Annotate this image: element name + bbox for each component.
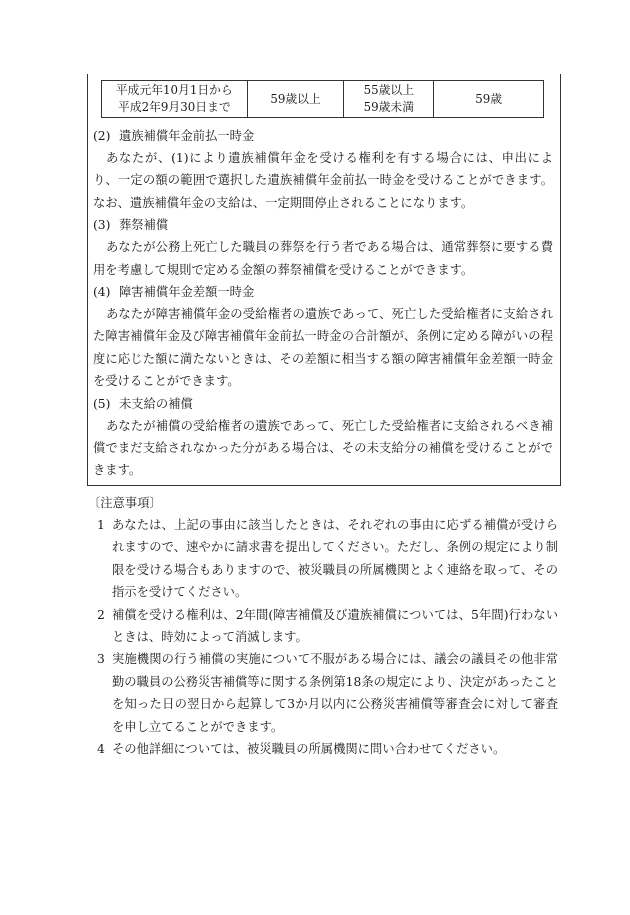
note-text: 補償を受ける権利は、2年間(障害補償及び遺族補償については、5年間)行わないときは、時効によって消滅します。: [112, 607, 558, 645]
section-title: 葬祭補償: [119, 218, 169, 233]
sections: [93, 125, 553, 482]
section-title: 障害補償年金差額一時金: [119, 285, 255, 300]
section-text: あなたが障害補償年金の受給権者の遺族であって、死亡した受給権者に支給された障害補償年金及び障害補償年金前払一時金の合計額が、条例に定める障がいの程度に応じた額に満たないときは、その差額に相当する額の障害補償年金差額一時金を受けることができます。: [93, 307, 553, 389]
table-row: [102, 81, 544, 118]
note-number: 1: [97, 518, 105, 532]
note-item: [88, 514, 558, 604]
section-number: (2): [93, 129, 111, 143]
note-number: 3: [97, 652, 105, 667]
section-title: 未支給の補償: [119, 396, 193, 411]
note-item: [88, 648, 558, 738]
age-cell-3-line-1: 55歳以上: [363, 83, 415, 97]
section-5: [93, 393, 553, 482]
note-text: あなたは、上記の事由に該当したときは、それぞれの事由に応ずる補償が受けられますので、速やかに請求書を提出してください。ただし、条例の規定により制限を受ける場合もありますので、被災職員の所属機関とよく連絡を取って、その指示を受けてください。: [112, 518, 558, 600]
note-item: [88, 604, 558, 649]
section-heading: [93, 281, 553, 303]
period-line-2: 平成2年9月30日まで: [118, 100, 231, 114]
section-3: [93, 214, 553, 281]
note-text: 実施機関の行う補償の実施について不服がある場合には、議会の議員その他非常勤の職員の公務災害補償等に関する条例第18条の規定により、決定があったことを知った日の翌日から起算して3か月以内に公務災害補償等審査会に対して審査を申し立てることができます。: [112, 652, 558, 734]
notes: [88, 492, 558, 760]
age-cell-4: 59歳: [434, 81, 544, 118]
section-title: 遺族補償年金前払一時金: [119, 129, 255, 143]
section-2: [93, 125, 553, 214]
note-text: その他詳細については、被災職員の所属機関に問い合わせてください。: [112, 742, 506, 757]
note-item: [88, 738, 558, 760]
period-cell: [102, 81, 248, 118]
section-heading: [93, 214, 553, 236]
age-cell-2: 59歳以上: [247, 81, 344, 118]
age-cell-3-line-2: 59歳未満: [363, 100, 415, 114]
section-heading: [93, 393, 553, 415]
section-text: あなたが、(1)により遺族補償年金を受ける権利を有する場合には、申出により、一定の額の範囲で選択した遺族補償年金前払一時金を受けることができます。なお、遺族補償年金の支給は、一定期間停止されることになります。: [93, 151, 553, 210]
note-number: 4: [97, 742, 105, 757]
period-line-1: 平成元年10月1日から: [115, 83, 233, 97]
age-cell-3: [344, 81, 434, 118]
section-heading: [93, 125, 553, 147]
section-text: あなたが補償の受給権者の遺族であって、死亡した受給権者に支給されるべき補償でまだ支給されなかった分がある場合は、その未支給分の補償を受けることができます。: [93, 418, 553, 478]
notes-title: 〔注意事項〕: [88, 496, 162, 510]
section-4: [93, 281, 553, 393]
note-number: 2: [97, 607, 105, 622]
section-text: あなたが公務上死亡した職員の葬祭を行う者である場合は、通常葬祭に要する費用を考慮して規則で定める金額の葬祭補償を受けることができます。: [93, 240, 553, 277]
age-table: [101, 80, 544, 118]
section-number: (5): [93, 396, 111, 411]
section-number: (4): [93, 285, 111, 300]
section-number: (3): [93, 218, 111, 233]
